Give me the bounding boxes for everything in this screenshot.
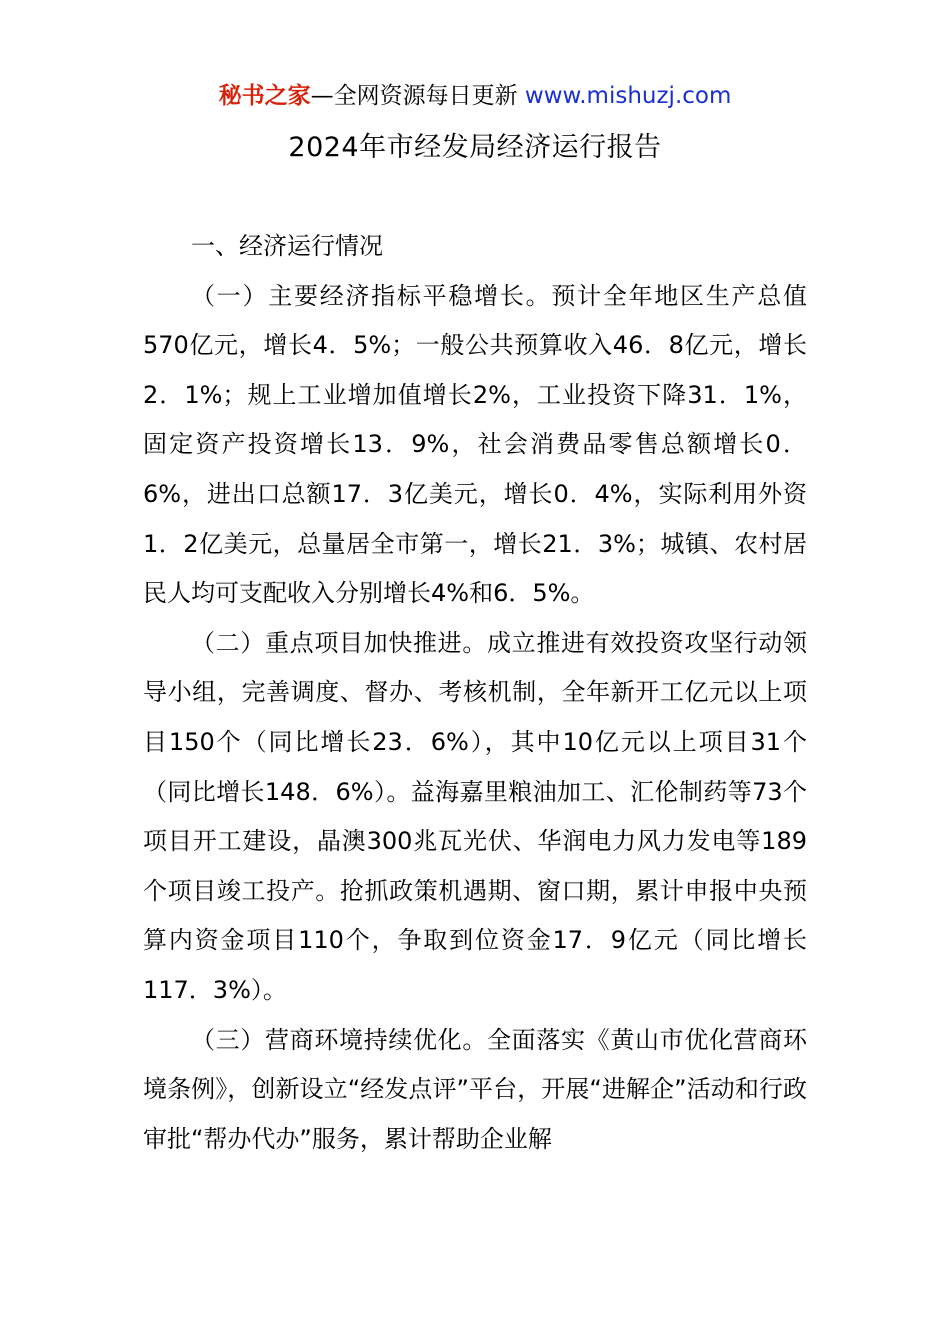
document-body	[143, 222, 807, 1164]
site-url-link[interactable]: www.mishuzj.com	[524, 83, 732, 109]
site-banner	[0, 80, 950, 112]
section-heading: 一、经济运行情况	[191, 232, 383, 260]
paragraph-key-projects: （二）重点项目加快推进。成立推进有效投资攻坚行动领导小组，完善调度、督办、考核机制，全年新开工亿元以上项目150个（同比增长23．6%），其中10亿元以上项目31个（同比增长148．6%）。益海嘉里粮油加工、汇伦制药等73个项目开工建设，晶澳300兆瓦光伏、华润电力风力发电等189个项目竣工投产。抢抓政策机遇期、窗口期，累计申报中央预算内资金项目110个，争取到位资金17．9亿元（同比增长117．3%）。	[143, 628, 807, 1004]
brand-name: 秘书之家	[218, 83, 311, 109]
paragraph-economic-indicators: （一）主要经济指标平稳增长。预计全年地区生产总值570亿元，增长4．5%；一般公共预算收入46．8亿元，增长2．1%；规上工业增加值增长2%，工业投资下降31．1%，固定资产投资增长13．9%，社会消费品零售总额增长0．6%，进出口总额17．3亿美元，增长0．4%，实际利用外资1．2亿美元，总量居全市第一，增长21．3%；城镇、农村居民人均可支配收入分别增长4%和6．5%。	[143, 281, 807, 608]
document-title: 2024年市经发局经济运行报告	[288, 132, 662, 163]
banner-slogan: —全网资源每日更新	[310, 83, 525, 109]
paragraph-business-environment: （三）营商环境持续优化。全面落实《黄山市优化营商环境条例》，创新设立“经发点评”平台，开展“进解企”活动和行政审批“帮办代办”服务，累计帮助企业解	[143, 1025, 807, 1153]
